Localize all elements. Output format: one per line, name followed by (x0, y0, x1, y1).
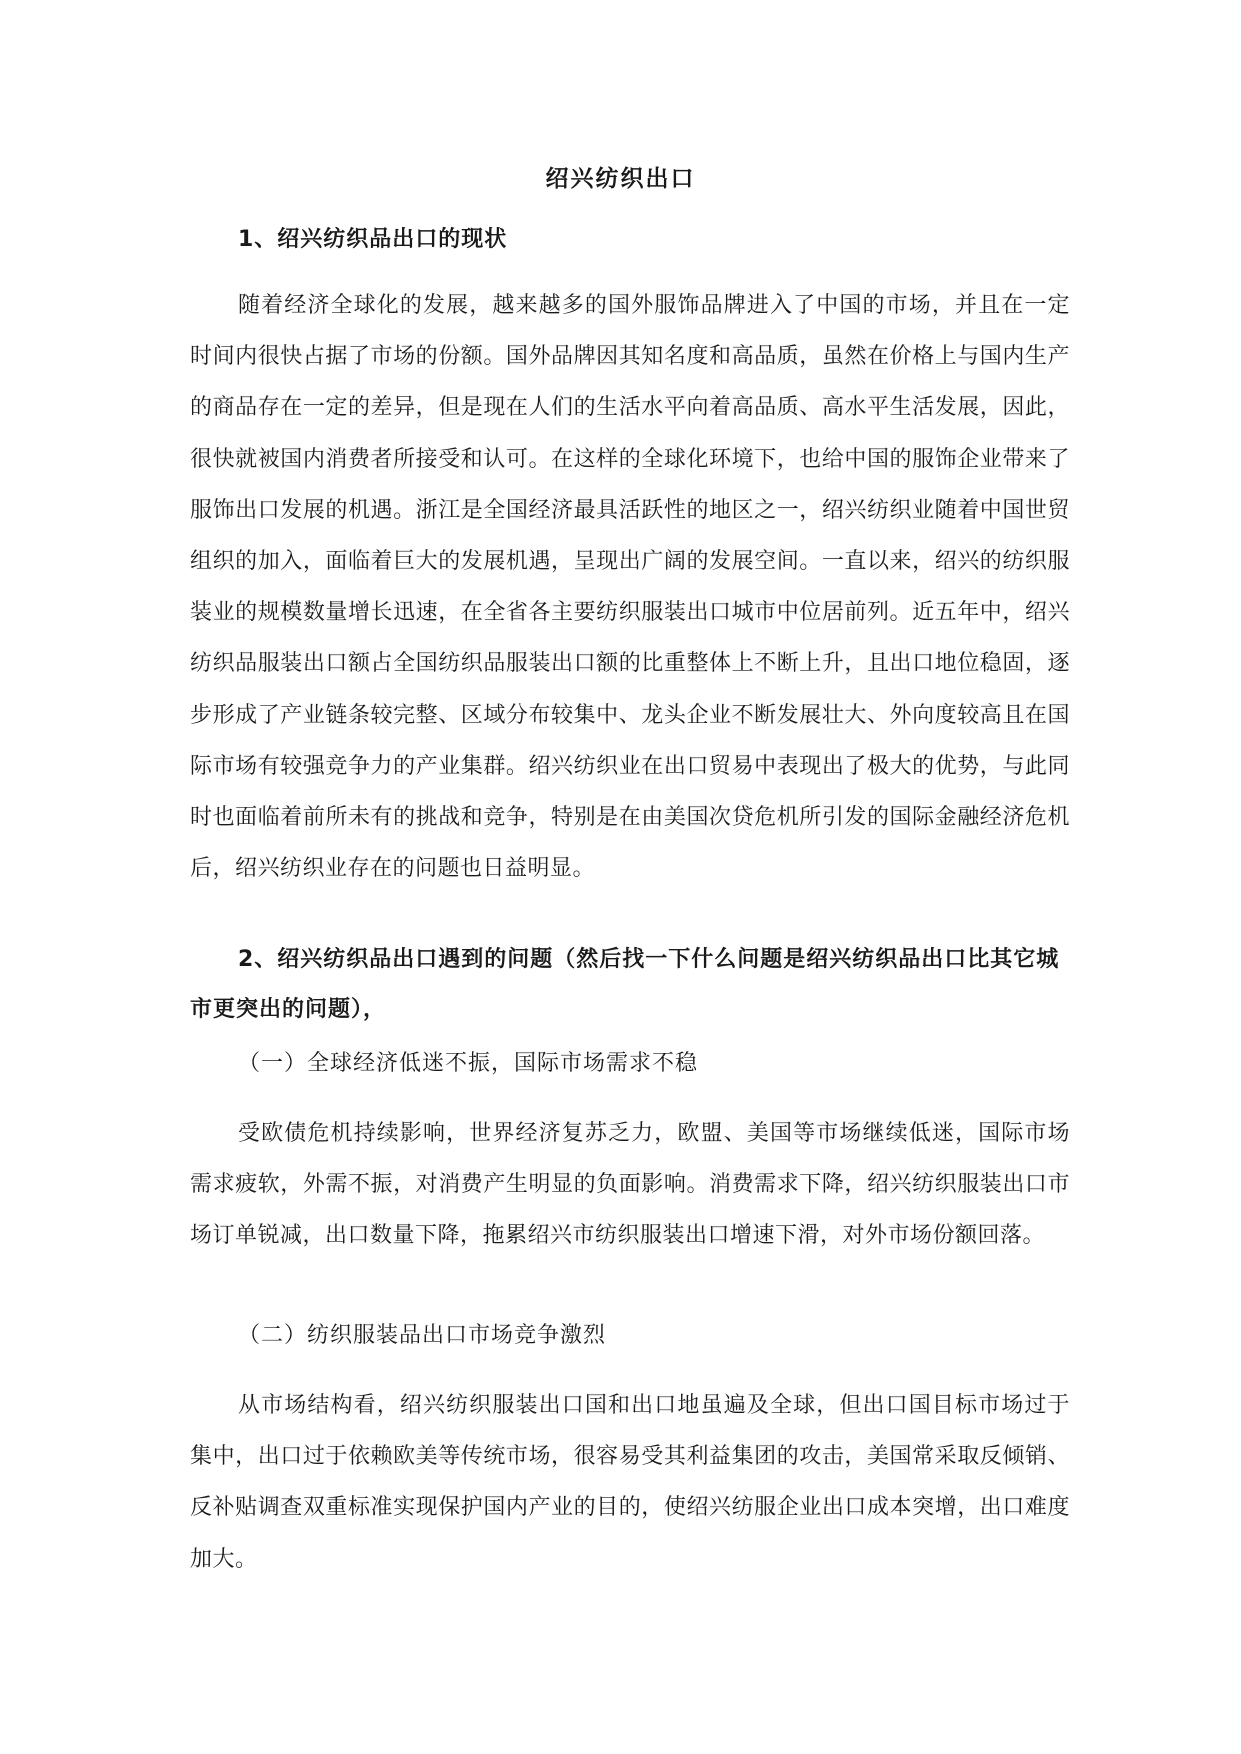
subsection1-paragraph: 受欧债危机持续影响，世界经济复苏乏力，欧盟、美国等市场继续低迷，国际市场需求疲软，外需不振，对消费产生明显的负面影响。消费需求下降，绍兴纺织服装出口市场订单锐减，出口数量下降，拖累绍兴市纺织服装出口增速下滑，对外市场份额回落。 (190, 1121, 1070, 1249)
section1-heading: 1、绍兴纺织品出口的现状 (238, 227, 508, 252)
section1-paragraph: 随着经济全球化的发展，越来越多的国外服饰品牌进入了中国的市场，并且在一定时间内很快占据了市场的份额。国外品牌因其知名度和高品质，虽然在价格上与国内生产的商品存在一定的差异，但是现在人们的生活水平向着高品质、高水平生活发展，因此，很快就被国内消费者所接受和认可。在这样的全球化环境下，也给中国的服饰企业带来了服饰出口发展的机遇。浙江是全国经济最具活跃性的地区之一，绍兴纺织业随着中国世贸组织的加入，面临着巨大的发展机遇，呈现出广阔的发展空间。一直以来，绍兴的纺织服装业的规模数量增长迅速，在全省各主要纺织服装出口城市中位居前列。近五年中，绍兴纺织品服装出口额占全国纺织品服装出口额的比重整体上不断上升，且出口地位稳固，逐步形成了产业链条较完整、区域分布较集中、龙头企业不断发展壮大、外向度较高且在国际市场有较强竞争力的产业集群。绍兴纺织业在出口贸易中表现出了极大的优势，与此同时也面临着前所未有的挑战和竞争，特别是在由美国次贷危机所引发的国际金融经济危机后，绍兴纺织业存在的问题也日益明显。 (190, 293, 1070, 882)
document-title: 绍兴纺织出口 (545, 166, 696, 192)
subsection2-heading: （二）纺织服装品出口市场竞争激烈 (238, 1323, 607, 1348)
subsection2-paragraph: 从市场结构看，绍兴纺织服装出口国和出口地虽遍及全球，但出口国目标市场过于集中，出口过于依赖欧美等传统市场，很容易受其利益集团的攻击，美国常采取反倾销、反补贴调查双重标准实现保护国内产业的目的，使绍兴纺服企业出口成本突增，出口难度加大。 (190, 1393, 1070, 1572)
subsection1-heading: （一）全球经济低迷不振，国际市场需求不稳 (238, 1051, 699, 1076)
section2-heading: 2、绍兴纺织品出口遇到的问题（然后找一下什么问题是绍兴纺织品出口比其它城市更突出的问题）， (190, 947, 1060, 1022)
